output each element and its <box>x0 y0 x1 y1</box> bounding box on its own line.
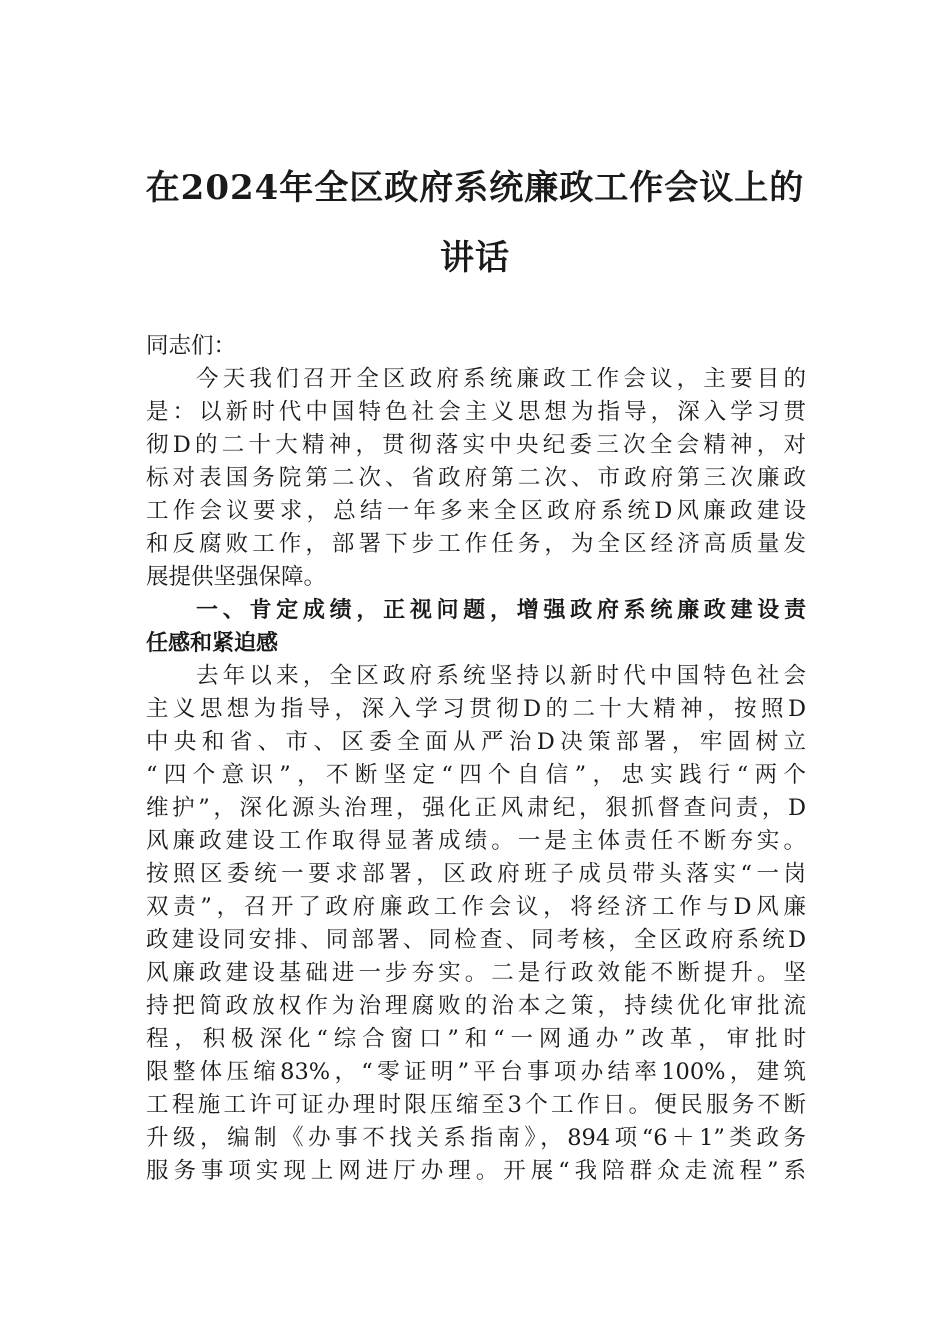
title-line-2: 讲话 <box>440 238 510 278</box>
paragraph-line: 主义思想为指导，深入学习贯彻D的二十大精神，按照D <box>146 696 806 722</box>
paragraph-line: 展提供坚强保障。 <box>146 564 327 590</box>
paragraph-line: 标对表国务院第二次、省政府第二次、市政府第三次廉政 <box>146 465 806 491</box>
paragraph-line: 是：以新时代中国特色社会主义思想为指导，深入学习贯 <box>146 399 806 425</box>
paragraph-line: 彻D的二十大精神，贯彻落实中央纪委三次全会精神，对 <box>146 432 806 458</box>
heading-line: 任感和紧迫感 <box>146 631 279 656</box>
paragraph-line: “四个意识”，不断坚定“四个自信”，忠实践行“两个 <box>146 762 806 788</box>
paragraph-line: 双责”，召开了政府廉政工作会议，将经济工作与D风廉 <box>146 894 806 920</box>
paragraph-line: 和反腐败工作，部署下步工作任务，为全区经济高质量发 <box>146 531 806 557</box>
paragraph-line: 今天我们召开全区政府系统廉政工作会议，主要目的 <box>196 366 806 392</box>
paragraph-line: 风廉政建设基础进一步夯实。二是行政效能不断提升。坚 <box>146 960 806 986</box>
paragraph-line: 维护”，深化源头治理，强化正风肃纪，狠抓督查问责，D <box>146 795 806 821</box>
paragraph-line: 升级，编制《办事不找关系指南》，894项“6＋1”类政务 <box>146 1125 806 1151</box>
paragraph-line: 按照区委统一要求部署，区政府班子成员带头落实“一岗 <box>146 861 806 887</box>
paragraph-line: 工作会议要求，总结一年多来全区政府系统D风廉政建设 <box>146 498 806 524</box>
paragraph-line: 风廉政建设工作取得显著成绩。一是主体责任不断夯实。 <box>146 828 806 854</box>
paragraph-line: 政建设同安排、同部署、同检查、同考核，全区政府系统D <box>146 927 806 953</box>
paragraph-intro <box>146 363 806 594</box>
document-body <box>146 330 806 1188</box>
paragraph-achievements <box>146 660 806 1188</box>
title-line-1: 在2024年全区政府系统廉政工作会议上的 <box>145 168 805 208</box>
document-title <box>0 160 950 286</box>
paragraph-line: 工程施工许可证办理时限压缩至3个工作日。便民服务不断 <box>146 1092 806 1118</box>
paragraph-line: 程，积极深化“综合窗口”和“一网通办”改革，审批时 <box>146 1026 806 1052</box>
salutation: 同志们： <box>146 333 237 359</box>
paragraph-line: 服务事项实现上网进厅办理。开展“我陪群众走流程”系 <box>146 1158 806 1184</box>
paragraph-line: 限整体压缩83%，“零证明”平台事项办结率100%，建筑 <box>146 1059 806 1085</box>
paragraph-line: 去年以来，全区政府系统坚持以新时代中国特色社会 <box>196 663 806 689</box>
heading-line: 一、肯定成绩，正视问题，增强政府系统廉政建设责 <box>196 598 806 623</box>
paragraph-line: 持把简政放权作为治理腐败的治本之策，持续优化审批流 <box>146 993 806 1019</box>
paragraph-line: 中央和省、市、区委全面从严治D决策部署，牢固树立 <box>146 729 806 755</box>
section-heading-1 <box>146 594 806 660</box>
